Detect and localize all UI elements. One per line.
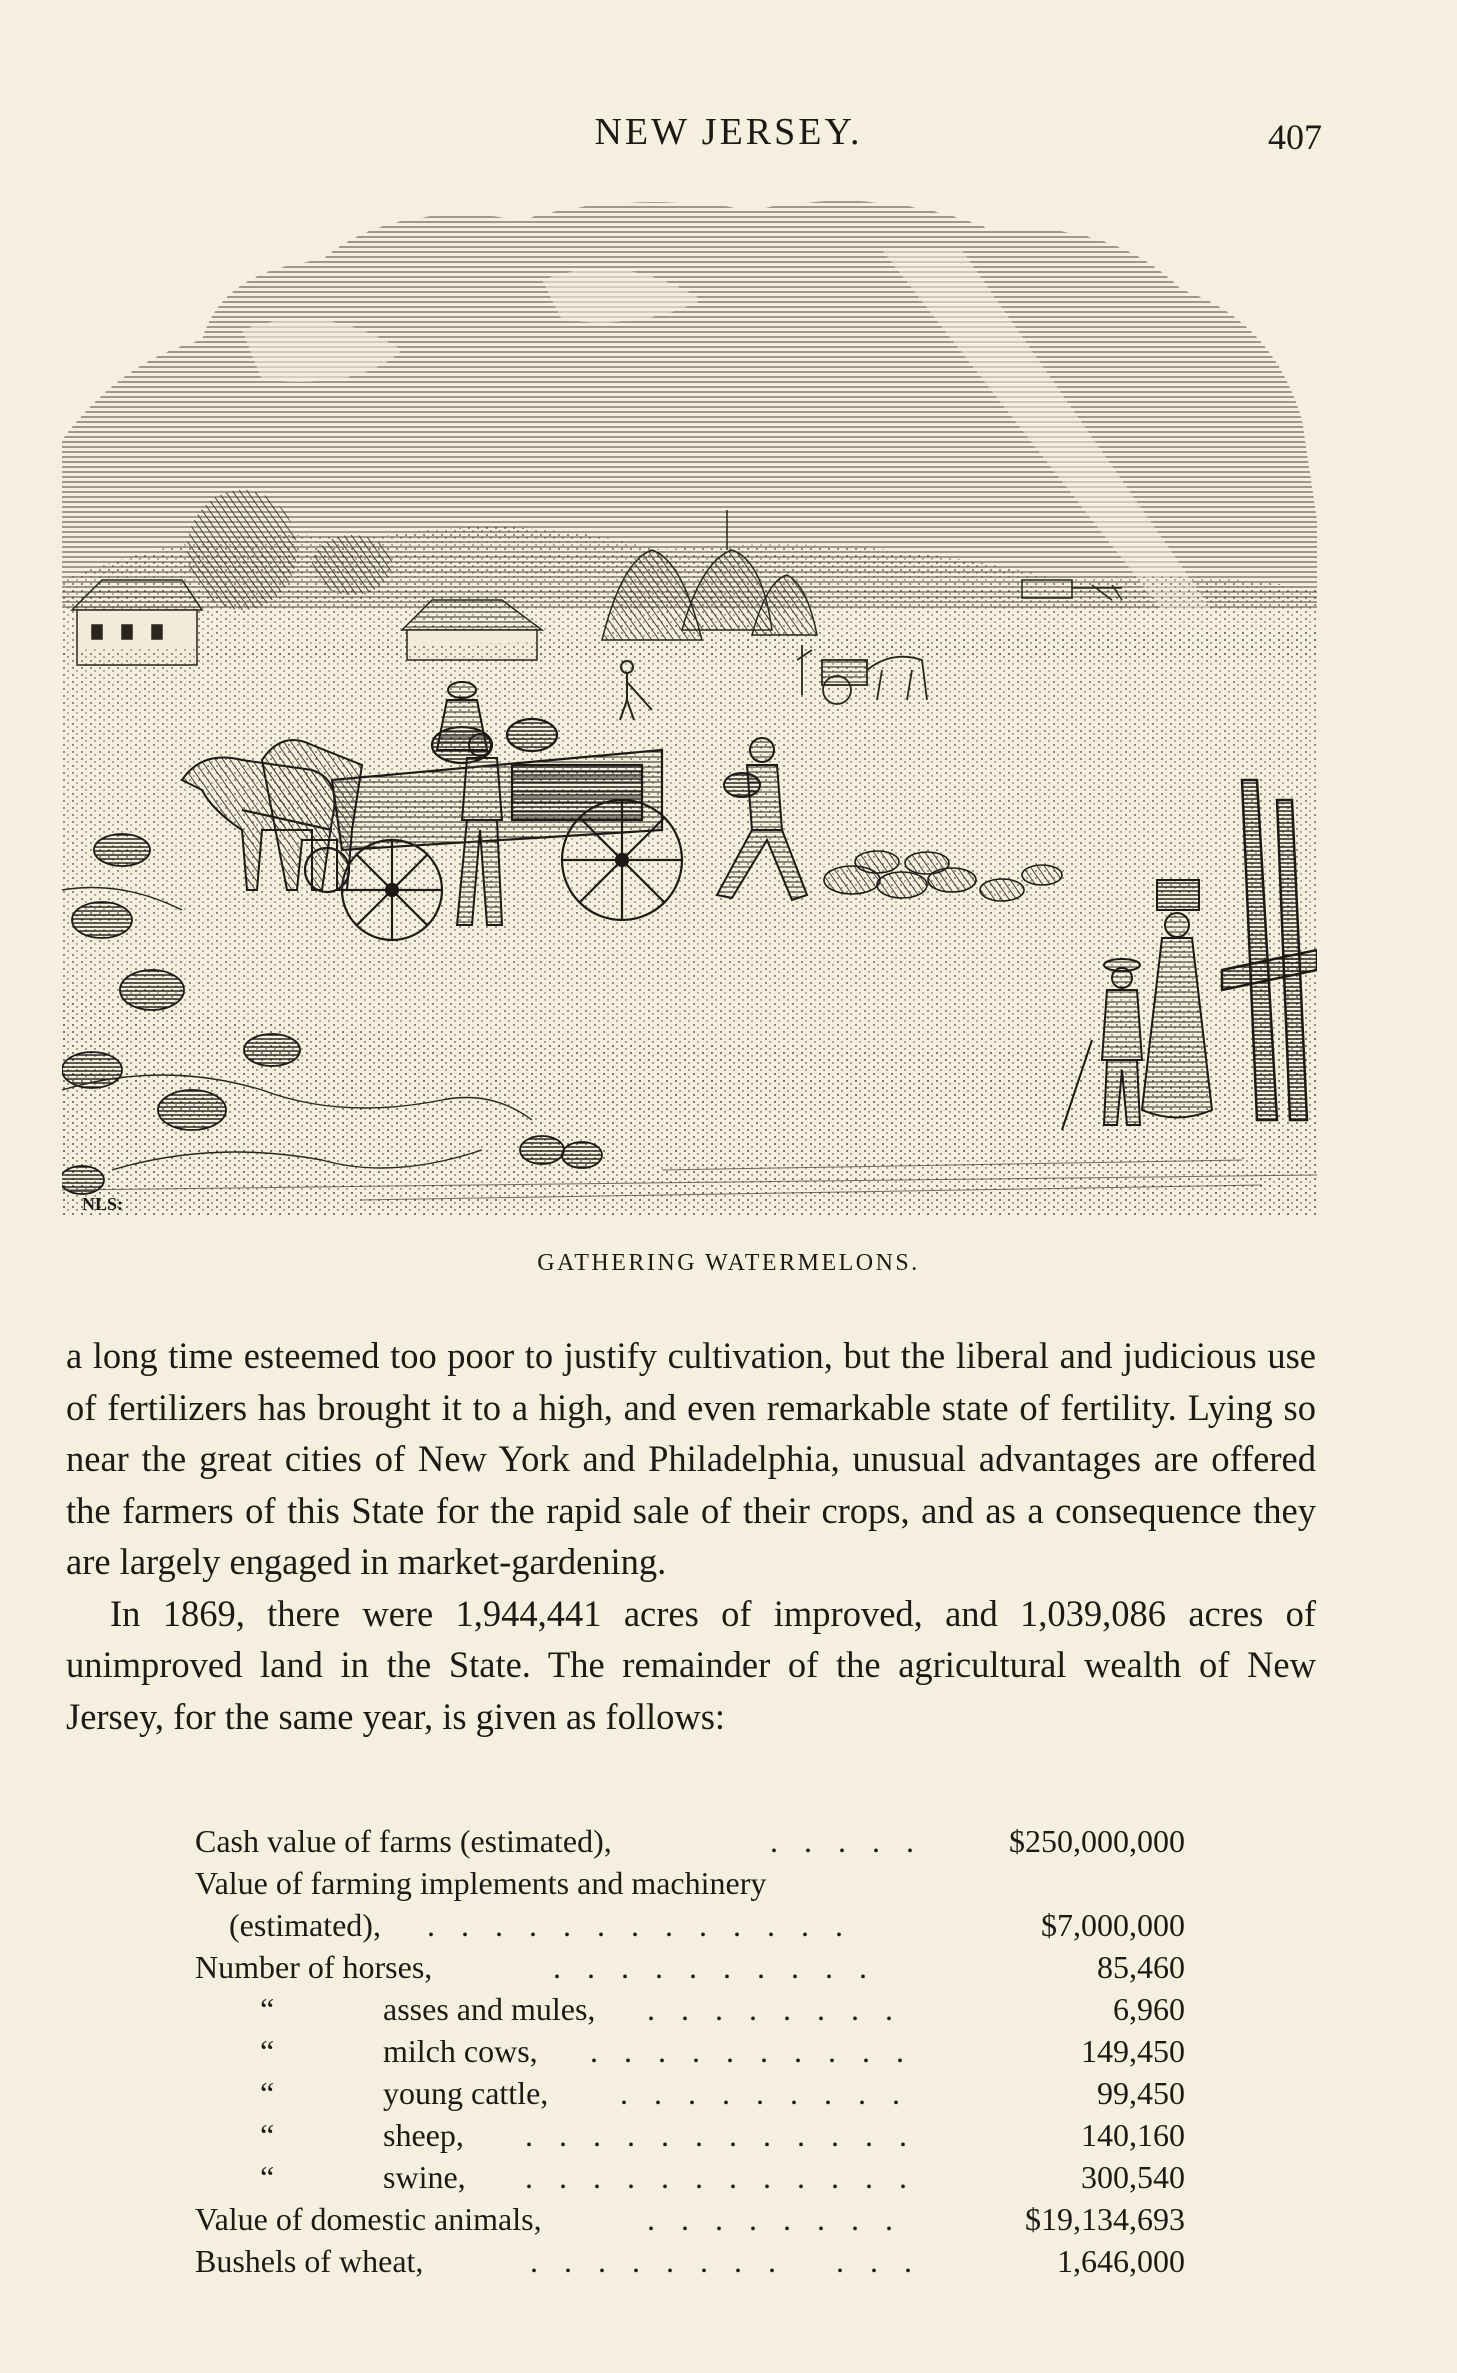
leader-dots: . . . . . . . . . xyxy=(620,2075,909,2111)
row-label: swine, xyxy=(383,2159,466,2195)
table-row xyxy=(195,2156,1185,2198)
table-row xyxy=(195,2030,1185,2072)
row-value: 140,160 xyxy=(1081,2117,1185,2153)
row-label: Cash value of farms (estimated), xyxy=(195,1823,612,1859)
row-label: Bushels of wheat, xyxy=(195,2243,424,2279)
row-value: 149,450 xyxy=(1081,2033,1185,2069)
body-text xyxy=(66,1330,1316,1742)
ditto-mark: “ xyxy=(260,2075,275,2111)
row-label: sheep, xyxy=(383,2117,464,2153)
leader-dots: . . . . . . . . . . . . xyxy=(525,2117,916,2153)
row-label: Value of domestic animals, xyxy=(195,2201,542,2237)
row-value: 300,540 xyxy=(1081,2159,1185,2195)
watermelon-harvest-engraving xyxy=(62,190,1317,1215)
ditto-mark: “ xyxy=(260,2033,275,2069)
leader-dots: . . . . . . . . . . xyxy=(590,2033,913,2069)
paragraph-2: In 1869, there were 1,944,441 acres of improved, and 1,039,086 acres of unimproved land in the State. The remainder of the agricultural wealth of New Jersey, for the same year, is given as follows: xyxy=(66,1592,1316,1737)
table-row xyxy=(195,1904,1185,1946)
row-label: asses and mules, xyxy=(383,1991,596,2027)
running-head: NEW JERSEY. xyxy=(594,111,863,153)
table-row xyxy=(195,2072,1185,2114)
page-header xyxy=(0,110,1457,160)
table-row xyxy=(195,1820,1185,1862)
ditto-mark: “ xyxy=(260,1991,275,2027)
agricultural-wealth-table xyxy=(195,1820,1185,2282)
row-label: young cattle, xyxy=(383,2075,549,2111)
ditto-mark: “ xyxy=(260,2117,275,2153)
table-row xyxy=(195,1946,1185,1988)
table-row xyxy=(195,1862,1185,1904)
leader-dots: . . . . . . . . xyxy=(647,2201,902,2237)
table-row xyxy=(195,2114,1185,2156)
leader-dots: . . . . . . . . . . . . . xyxy=(427,1907,852,1943)
row-value: $19,134,693 xyxy=(1025,2201,1185,2237)
illustration-caption: GATHERING WATERMELONS. xyxy=(537,1250,920,1276)
row-value: 6,960 xyxy=(1113,1991,1185,2027)
paragraph-1: a long time esteemed too poor to justify cultivation, but the liberal and judicious use of fertilizers has brought it to a high, and even remarkable state of fertility. Lying so near the great cities of New York and Philadelphia, unusual advantages are offered the farmers of this State for the rapid sale of their crops, and as a consequence they are largely engaged in market-gardening. xyxy=(66,1335,1316,1582)
engraving-plate xyxy=(62,190,1317,1215)
row-label: Value of farming implements and machinery xyxy=(195,1865,767,1901)
leader-dots: . . . . . . . . . . . . xyxy=(525,2159,916,2195)
leader-dots: . . . . . . . . . . . xyxy=(530,2243,921,2279)
leader-dots: . . . . . . . . . . xyxy=(553,1949,876,1985)
row-value: 99,450 xyxy=(1097,2075,1185,2111)
ditto-mark: “ xyxy=(260,2159,275,2195)
row-value: $7,000,000 xyxy=(1041,1907,1185,1943)
table-row xyxy=(195,2240,1185,2282)
page-number: 407 xyxy=(1268,117,1322,157)
leader-dots: . . . . . xyxy=(770,1823,923,1859)
row-value: 1,646,000 xyxy=(1057,2243,1185,2279)
field-ground xyxy=(62,630,1317,1215)
table-row xyxy=(195,2198,1185,2240)
table-row xyxy=(195,1988,1185,2030)
row-label: (estimated), xyxy=(229,1907,381,1943)
row-value: $250,000,000 xyxy=(1009,1823,1185,1859)
row-value: 85,460 xyxy=(1097,1949,1185,1985)
row-label: Number of horses, xyxy=(195,1949,433,1985)
engraver-signature: NLS: xyxy=(82,1194,124,1214)
leader-dots: . . . . . . . . xyxy=(647,1991,902,2027)
row-label: milch cows, xyxy=(383,2033,538,2069)
